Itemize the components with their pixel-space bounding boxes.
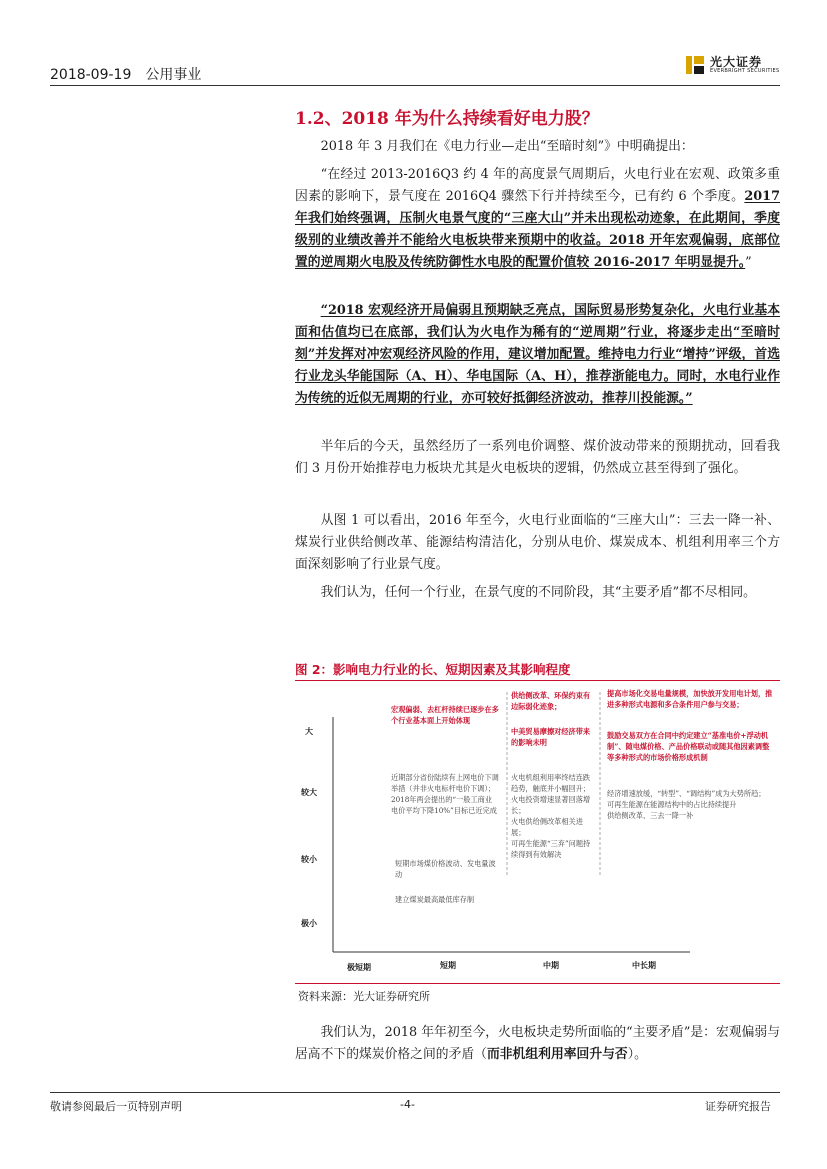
footer-disclaimer: 敬请参阅最后一页特别声明 xyxy=(50,1100,182,1113)
paragraph-7-plain: 我们认为，2018 年年初至今，火电板块走势所面临的“主要矛盾”是：宏观偏弱与居高不下的煤炭价格之间的矛盾（ xyxy=(295,1025,780,1062)
factor-pricing-mechanism: 鼓励交易双方在合同中约定建立“基准电价+浮动机制”、随电煤价格、产品价格联动或随其他因素调整等多种形式的市场价格形成机制 xyxy=(607,731,770,762)
factor-structural-transition: 经济增速放缓，“转型”、“调结构”成为大势所趋； 可再生能源在能源结构中的占比持续提升 供给侧改革、三去一降一补 xyxy=(607,789,766,820)
paragraph-3 xyxy=(295,300,780,410)
factor-coal-volatility: 短期市场煤价格波动、发电量波动 xyxy=(395,859,496,879)
figure-top-rule xyxy=(295,680,780,681)
logo-text-cn: 光大证券 xyxy=(710,55,763,69)
company-logo xyxy=(684,52,784,80)
y-label-large: 大 xyxy=(305,727,313,736)
figure-title: 图 2：影响电力行业的长、短期因素及其影响程度 xyxy=(295,662,571,677)
x-label-medium: 中期 xyxy=(543,961,559,970)
header-divider xyxy=(50,85,780,86)
figure-bottom-rule xyxy=(295,983,780,984)
paragraph-2-plain: “在经过 2013-2016Q3 约 4 年的高度景气周期后，火电行业在宏观、政策多重因素的影响下，景气度在 2016Q4 骤然下行并持续至今，已有约 6 个季度。 xyxy=(295,167,780,204)
x-label-very-short: 极短期 xyxy=(347,963,371,972)
y-label-very-small: 极小 xyxy=(301,919,317,928)
figure-source: 资料来源：光大证券研究所 xyxy=(298,990,430,1003)
factor-utilization: 火电机组利用率终结连跌趋势，触底并小幅回升； 火电投资增速显著回落增长； 火电供给侧改革相关进展； 可再生能源“三弃”问题持续得到有效解决 xyxy=(511,773,591,859)
y-label-fairly-small: 较小 xyxy=(301,855,317,864)
logo-text-en: EVERBRIGHT SECURITIES xyxy=(710,68,780,74)
factor-market-trading: 提高市场化交易电量规模，加快放开发用电计划，推进多种形式电源和多合条件用户参与交易； xyxy=(607,689,773,709)
factor-macro-weak: 宏观偏弱、去杠杆持续已逐步在多个行业基本面上开始体现 xyxy=(391,705,499,725)
header-date-category: 2018-09-19 公用事业 xyxy=(50,67,202,83)
logo-mark-icon xyxy=(684,54,706,76)
footer-page-number: -4- xyxy=(400,1098,415,1111)
x-label-short: 短期 xyxy=(440,961,456,970)
paragraph-3-bold: “2018 宏观经济开局偏弱且预期缺乏亮点，国际贸易形势复杂化，火电行业基本面和估值均已在底部，我们认为火电作为稀有的“逆周期”行业，将逐步走出“至暗时刻”并发挥对冲宏观经济风险的作用，建议增加配置。维持电力行业“增持”评级，首选行业龙头华能国际（A、H）、华电国际（A、H），推荐浙能电力。同时，水电行业作为传统的近似无周期的行业，亦可较好抵御经济波动，推荐川投能源。” xyxy=(295,303,780,406)
footer-report-type: 证券研究报告 xyxy=(705,1100,771,1113)
paragraph-5: 从图 1 可以看出，2016 年至今，火电行业面临的“三座大山”：三去一降一补、煤炭行业供给侧改革、能源结构清洁化，分别从电价、煤炭成本、机组利用率三个方面深刻影响了行业景气度。 xyxy=(295,513,780,572)
factor-coal-inventory: 建立煤炭最高最低库存制 xyxy=(395,895,475,904)
figure-chart xyxy=(295,682,780,982)
section-title: 1.2、2018 年为什么持续看好电力股？ xyxy=(295,109,599,129)
factor-grid-price-cut: 近期部分省份陆续有上网电价下调举措（并非火电标杆电价下调）； 2018年两会提出的“一般工商业电价平均下降10%”目标已近完成 xyxy=(391,773,499,815)
y-label-fairly-large: 较大 xyxy=(301,788,317,797)
factor-trade-friction: 中美贸易摩擦对经济带来的影响未明 xyxy=(511,727,591,747)
x-label-medium-long: 中长期 xyxy=(632,961,656,970)
paragraph-2-end: ” xyxy=(745,255,752,270)
paragraph-2-bold: 2017 年我们始终强调，压制火电景气度的“三座大山”并未出现松动迹象，在此期间，季度级别的业绩改善并不能给火电板块带来预期中的收益。2018 开年宏观偏弱，底部位置的逆周期火电股及传统防御性水电股的配置价值较 2016-2017 年明显提升。 xyxy=(295,189,780,270)
paragraph-7-bold: 而非机组利用率回升与否 xyxy=(486,1047,628,1062)
paragraph-1: 2018 年 3 月我们在《电力行业—走出“至暗时刻”》中明确提出： xyxy=(320,139,694,154)
paragraph-7-end: ）。 xyxy=(627,1047,647,1062)
paragraph-2 xyxy=(295,164,780,274)
paragraph-7 xyxy=(295,1022,780,1066)
paragraph-6: 我们认为，任何一个行业，在景气度的不同阶段，其“主要矛盾”都不尽相同。 xyxy=(320,585,756,600)
factor-supply-reform: 供给侧改革、环保约束有边际弱化迹象； xyxy=(511,691,591,711)
footer-divider xyxy=(50,1092,780,1093)
paragraph-4: 半年后的今天，虽然经历了一系列电价调整、煤价波动带来的预期扰动，回看我们 3 月份开始推荐电力板块尤其是火电板块的逻辑，仍然成立甚至得到了强化。 xyxy=(295,439,780,476)
